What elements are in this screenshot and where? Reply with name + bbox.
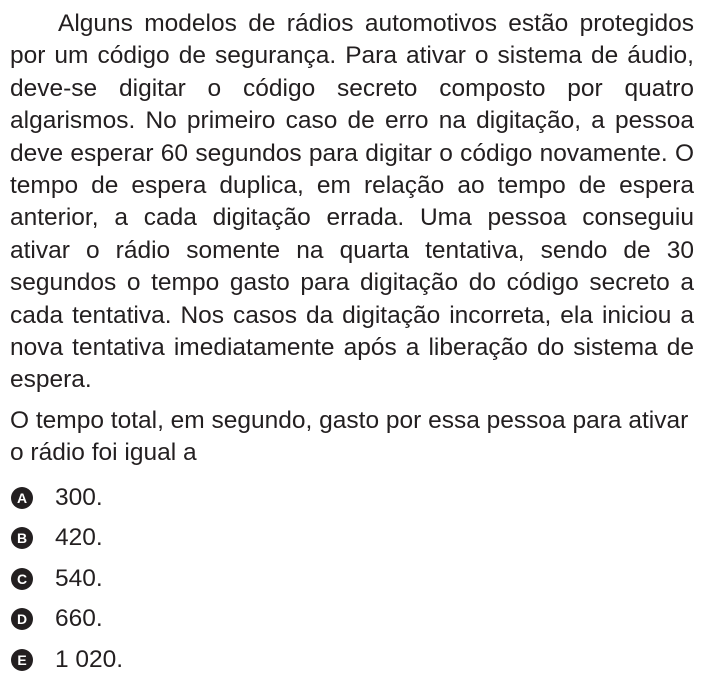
option-d-letter-badge: D [11,608,33,630]
option-a-letter-badge: A [11,487,33,509]
option-e-letter-badge: E [11,649,33,671]
option-e-text: 1 020. [55,645,124,673]
option-b-letter-badge: B [11,527,33,549]
option-b-text: 420. [55,524,103,552]
option-a[interactable] [10,478,694,519]
option-a-text: 300. [55,483,103,511]
option-b[interactable] [10,518,694,559]
option-e[interactable] [10,640,694,681]
question-prompt: O tempo total, em segundo, gasto por essa pessoa para ativar o rádio foi igual a [10,406,689,467]
option-d-text: 660. [55,605,103,633]
option-c[interactable] [10,559,694,600]
question-stem: Alguns modelos de rádios automotivos estão protegidos por um código de segurança. Para ativar o sistema de áudio, deve-se digitar o código secreto composto por quatro algarismos. No primeiro caso de erro na digitação, a pessoa deve esperar 60 segundos para digitar o código novamente. O tempo de espera duplica, em relação ao tempo de espera anterior, a cada digitação errada. Uma pessoa conseguiu ativar o rádio somente na quarta tentativa, sendo de 30 segundos o tempo gasto para digitação do código secreto a cada tentativa. Nos casos da digitação incorreta, ela iniciou a nova tentativa imediatamente após a liberação do sistema de espera. [10,10,694,394]
question-block [10,8,694,680]
option-c-text: 540. [55,564,103,592]
option-c-letter-badge: C [11,568,33,590]
answer-options [10,478,694,681]
option-d[interactable] [10,599,694,640]
